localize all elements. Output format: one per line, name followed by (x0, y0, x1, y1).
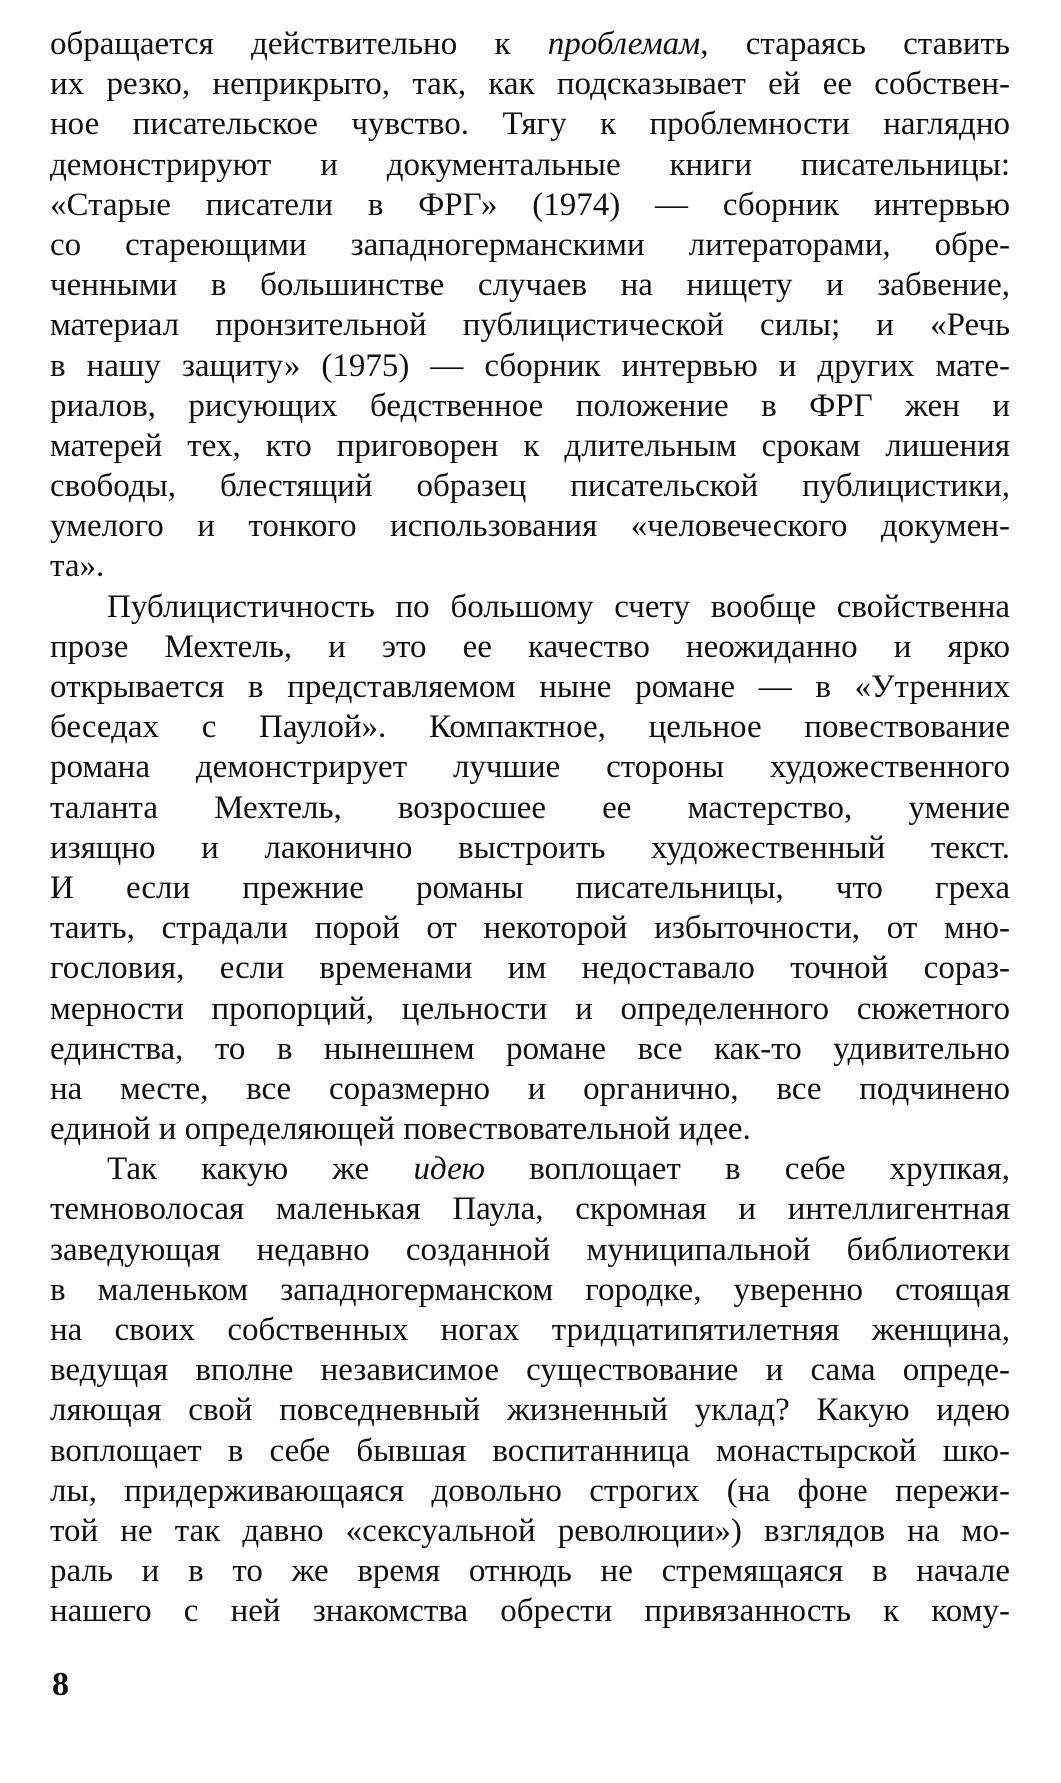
text-line: на месте, все соразмерно и органично, все подчинено (50, 1070, 1010, 1107)
text-line: открывается в представляемом ныне романе — в «Утренних (50, 669, 1010, 705)
text-line: та». (50, 548, 105, 585)
text-line: матерей тех, кто приговорен к длительным срокам лишения (50, 427, 1010, 464)
text-line: на своих собственных ногах тридцатипятилетняя женщина, (50, 1312, 1010, 1348)
text-line: воплощает в себе бывшая воспитанница монастырской шко- (50, 1432, 1010, 1469)
text-line: ляющая свой повседневный жизненный уклад? Какую идею (50, 1392, 1010, 1429)
text-line: риалов, рисующих бедственное положение в ФРГ жен и (50, 387, 1010, 424)
text-line: изящно и лаконично выстроить художественный текст. (50, 829, 1010, 866)
paragraph-2 (50, 587, 1010, 1150)
text-line: Так какую же идею воплощает в себе хрупкая, (107, 1151, 1010, 1188)
text-line: материал пронзительной публицистической силы; и «Речь (50, 307, 1010, 344)
emphasis-text: проблемам (547, 26, 701, 62)
text-line: мерности пропорций, цельности и определенного сюжетного (50, 990, 1010, 1027)
text-line: единства, то в нынешнем романе все как-то удивительно (50, 1030, 1010, 1067)
text-line: таланта Мехтель, возросшее ее мастерство, умение (50, 789, 1010, 826)
text-line: романа демонстрирует лучшие стороны художественного (50, 749, 1010, 786)
text-line: в нашу защиту» (1975) — сборник интервью и других мате- (50, 347, 1010, 384)
text-line: демонстрируют и документальные книги писательницы: (50, 146, 1010, 183)
text-line: со стареющими западногерманскими литераторами, обре- (50, 226, 1010, 263)
text-line: таить, страдали порой от некоторой избыточности, от мно- (50, 910, 1010, 947)
text-line: лы, придерживающаяся довольно строгих (на фоне пережи- (50, 1472, 1010, 1509)
text-line: ведущая вполне независимое существование и сама опреде- (50, 1352, 1010, 1389)
text-line: в маленьком западногерманском городке, уверенно стоящая (50, 1271, 1010, 1308)
text-line: нашего с ней знакомства обрести привязанность к кому- (50, 1593, 1010, 1630)
text-line: свободы, блестящий образец писательской публицистики, (50, 468, 1010, 505)
text-line: единой и определяющей повествовательной идее. (50, 1111, 751, 1148)
text-line: беседах с Паулой». Компактное, цельное повествование (50, 709, 1010, 746)
paragraph-1 (50, 24, 1010, 587)
text-line: умелого и тонкого использования «человеческого докумен- (50, 508, 1010, 545)
text-line: обращается действительно к проблемам, стараясь ставить (50, 26, 1010, 62)
document-page (50, 24, 1010, 1632)
text-line: И если прежние романы писательницы, что греха (50, 869, 1010, 906)
text-line: гословия, если временами им недоставало точной сораз- (50, 950, 1010, 987)
text-line: заведующая недавно созданной муниципальной библиотеки (50, 1231, 1010, 1268)
text-line: «Старые писатели в ФРГ» (1974) — сборник интервью (50, 186, 1010, 223)
text-line: прозе Мехтель, и это ее качество неожиданно и ярко (50, 628, 1010, 665)
text-line: ное писательское чувство. Тягу к проблемности наглядно (50, 106, 1010, 143)
text-line: Публицистичность по большому счету вообще свойственна (107, 588, 1010, 625)
text-line: раль и в то же время отнюдь не стремящаяся в начале (50, 1553, 1010, 1590)
paragraph-3 (50, 1149, 1010, 1631)
text-line: той не так давно «сексуальной революции») взглядов на мо- (50, 1512, 1010, 1549)
text-line: их резко, неприкрыто, так, как подсказывает ей ее собствен- (50, 66, 1010, 103)
page-number: 8 (52, 1666, 69, 1703)
text-line: темноволосая маленькая Паула, скромная и интеллигентная (50, 1191, 1010, 1228)
emphasis-text: идею (413, 1151, 486, 1188)
text-line: ченными в большинстве случаев на нищету и забвение, (50, 267, 1010, 304)
